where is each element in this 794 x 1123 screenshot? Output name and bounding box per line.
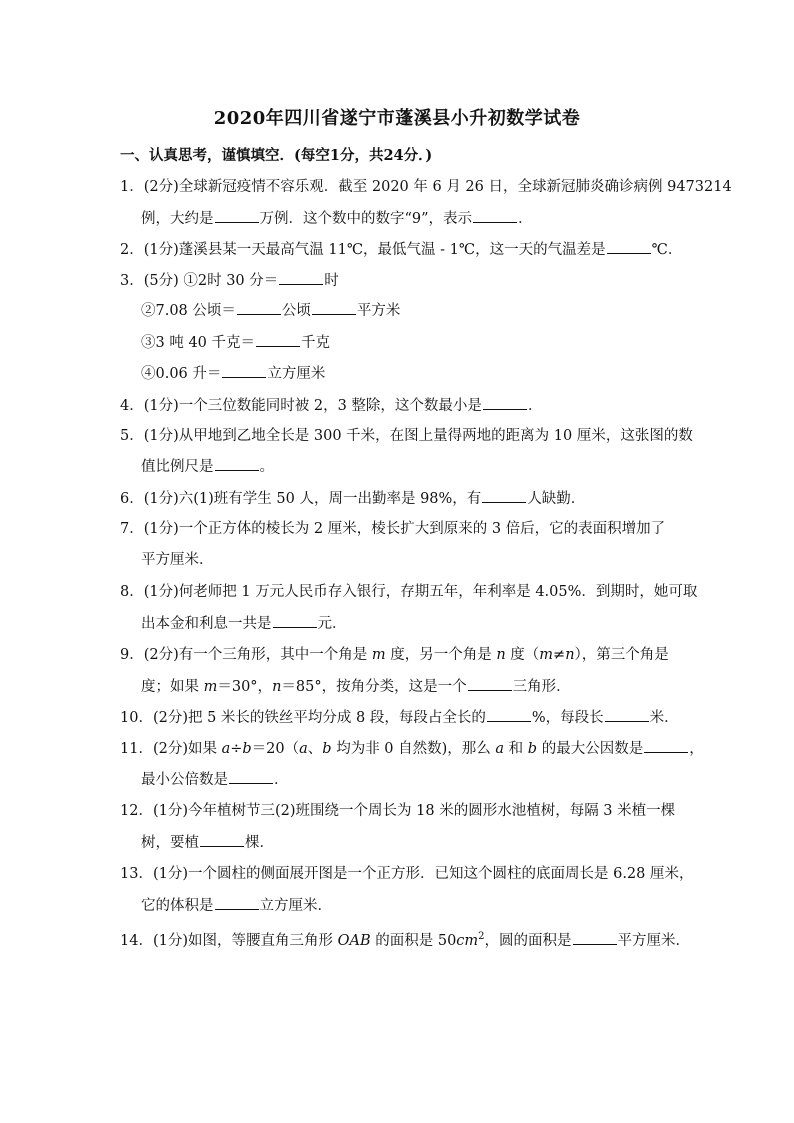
answer-blank[interactable] (487, 707, 531, 722)
question-10: 10．(2分)把 5 米长的铁丝平均分成 8 段，每段占全长的 %，每段长 米． (120, 707, 679, 728)
answer-blank[interactable] (482, 488, 526, 503)
question-13-line-1: 13．(1分)一个圆柱的侧面展开图是一个正方形．已知这个圆柱的底面周长是 6.28 厘米， (120, 866, 694, 882)
answer-blank[interactable] (229, 769, 273, 784)
question-11-line-1: 11．(2分)如果 a÷b＝20（a、b 均为非 0 自然数)，那么 a 和 b 的最大公因数是 ， (120, 738, 704, 759)
question-8-line-2: 出本金和利息一共是 元． (141, 613, 347, 634)
answer-blank[interactable] (222, 363, 266, 378)
answer-blank[interactable] (644, 738, 688, 753)
question-7-line-1: 7．(1分)一个正方体的棱长为 2 厘米，棱长扩大到原来的 3 倍后，它的表面积增加了 (120, 521, 666, 537)
question-3-part-1: 3．(5分) ①2时 30 分＝ 时 (120, 270, 339, 291)
question-12-line-1: 12．(1分)今年植树节三(2)班围绕一个周长为 18 米的圆形水池植树，每隔 3 米植一棵 (120, 803, 676, 819)
question-5-line-2: 值比例尺是 。 (141, 456, 274, 477)
answer-blank[interactable] (607, 239, 651, 254)
answer-blank[interactable] (468, 676, 512, 691)
answer-blank[interactable] (215, 208, 259, 223)
question-8-line-1: 8．(1分)何老师把 1 万元人民币存入银行，存期五年，年利率是 4.05%．到期时，她可取 (120, 584, 698, 600)
question-9-line-1: 9．(2分)有一个三角形，其中一个角是 m 度，另一个角是 n 度（m≠n），第三个角是 (120, 647, 669, 663)
question-6: 6．(1分)六(1)班有学生 50 人，周一出勤率是 98%，有 人缺勤． (120, 488, 585, 509)
question-1-line-2: 例，大约是 万例．这个数中的数字“9”，表示 ． (141, 208, 533, 229)
question-13-line-2: 它的体积是 立方厘米． (141, 895, 332, 916)
question-12-line-2: 树，要植 棵． (141, 832, 274, 853)
answer-blank[interactable] (605, 707, 649, 722)
question-1-line-1: 1．(2分)全球新冠疫情不容乐观．截至 2020 年 6 月 26 日，全球新冠肺炎确诊病例 9473214 (120, 179, 732, 195)
answer-blank[interactable] (273, 613, 317, 628)
page-title: 2020年四川省遂宁市蓬溪县小升初数学试卷 (213, 108, 581, 129)
answer-blank[interactable] (483, 395, 527, 410)
answer-blank[interactable] (215, 895, 259, 910)
question-3-part-4: ④0.06 升＝ 立方厘米 (141, 363, 325, 384)
question-5-line-1: 5．(1分)从甲地到乙地全长是 300 千米，在图上量得两地的距离为 10 厘米，这张图的数 (120, 428, 693, 444)
question-9-line-2: 度；如果 m＝30°，n＝85°，按角分类，这是一个 三角形． (141, 676, 571, 697)
answer-blank[interactable] (237, 300, 281, 315)
question-2: 2．(1分)蓬溪县某一天最高气温 11℃，最低气温 - 1℃，这一天的气温差是 ℃． (120, 239, 682, 260)
answer-blank[interactable] (312, 300, 356, 315)
question-11-line-2: 最小公倍数是 ． (141, 769, 289, 790)
question-7-line-2: 平方厘米． (141, 552, 214, 568)
question-3-part-3: ③3 吨 40 千克＝ 千克 (141, 332, 330, 353)
section-heading: 一、认真思考，谨慎填空．(每空1分，共24分．) (120, 147, 433, 164)
question-14: 14．(1分)如图，等腰直角三角形 OAB 的面积是 $50cm^2$，圆的面积是 平方厘米． (120, 931, 691, 949)
answer-blank[interactable] (573, 930, 617, 945)
answer-blank[interactable] (473, 208, 517, 223)
answer-blank[interactable] (279, 270, 323, 285)
question-4: 4．(1分)一个三位数能同时被 2，3 整除，这个数最小是 ． (120, 395, 542, 416)
answer-blank[interactable] (200, 832, 244, 847)
answer-blank[interactable] (215, 456, 259, 471)
question-3-part-2: ②7.08 公顷＝ 公顷 平方米 (141, 300, 400, 321)
answer-blank[interactable] (256, 332, 300, 347)
